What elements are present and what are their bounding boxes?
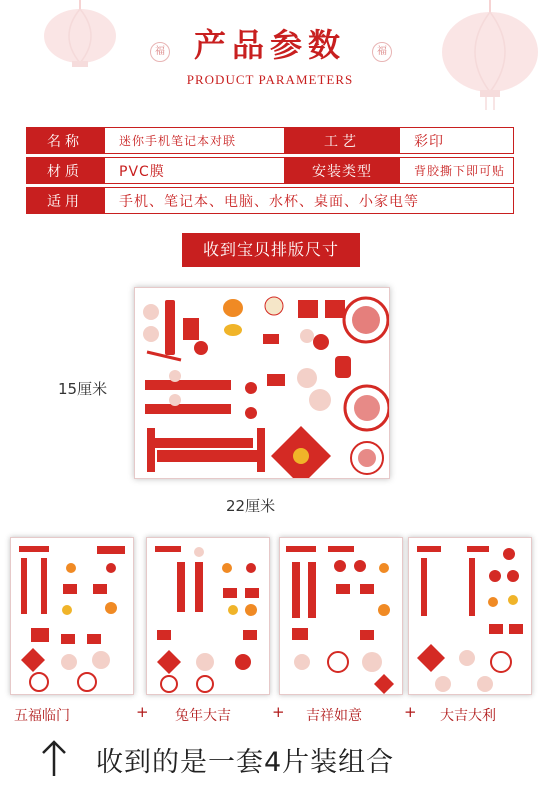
params-table bbox=[26, 124, 514, 217]
set-label-tunian: 兔年大吉 bbox=[175, 708, 231, 724]
param-label: 名称 bbox=[26, 127, 104, 154]
set-label-daji: 大吉大利 bbox=[440, 708, 496, 724]
param-value: 彩印 bbox=[399, 127, 514, 154]
sticker-set-thumbnail bbox=[146, 537, 270, 695]
set-label-jixiang: 吉祥如意 bbox=[306, 708, 362, 724]
param-label: 材质 bbox=[26, 157, 104, 184]
sticker-sheet-image bbox=[134, 287, 390, 479]
height-dimension-label: 15厘米 bbox=[58, 380, 108, 398]
param-label: 安装类型 bbox=[285, 157, 399, 184]
param-label: 适用 bbox=[26, 187, 104, 214]
param-value: 手机、笔记本、电脑、水杯、桌面、小家电等 bbox=[104, 187, 514, 214]
up-arrow-icon bbox=[40, 738, 68, 778]
param-label: 工艺 bbox=[285, 127, 399, 154]
plus-separator: + bbox=[404, 703, 417, 721]
param-value: 迷你手机笔记本对联 bbox=[104, 127, 285, 154]
table-row bbox=[26, 127, 514, 154]
page-title: 产品参数 bbox=[193, 26, 346, 64]
width-dimension-label: 22厘米 bbox=[226, 497, 276, 515]
seal-left-icon: 福 bbox=[150, 42, 170, 62]
sticker-set-thumbnail bbox=[408, 537, 532, 695]
table-row bbox=[26, 157, 514, 184]
sticker-set-thumbnail bbox=[279, 537, 403, 695]
table-row bbox=[26, 187, 514, 214]
seal-right-icon: 福 bbox=[372, 42, 392, 62]
sticker-sheet-artwork bbox=[135, 288, 389, 478]
plus-separator: + bbox=[272, 703, 285, 721]
set-label-wufu: 五福临门 bbox=[14, 708, 70, 724]
page-subtitle: PRODUCT PARAMETERS bbox=[186, 72, 354, 87]
param-value: PVC膜 bbox=[104, 157, 285, 184]
layout-size-banner: 收到宝贝排版尺寸 bbox=[182, 233, 360, 267]
sticker-set-thumbnail bbox=[10, 537, 134, 695]
param-value: 背胶撕下即可贴 bbox=[399, 157, 514, 184]
plus-separator: + bbox=[136, 703, 149, 721]
footer-note: 收到的是一套4片装组合 bbox=[96, 747, 395, 778]
page-header bbox=[0, 20, 540, 88]
